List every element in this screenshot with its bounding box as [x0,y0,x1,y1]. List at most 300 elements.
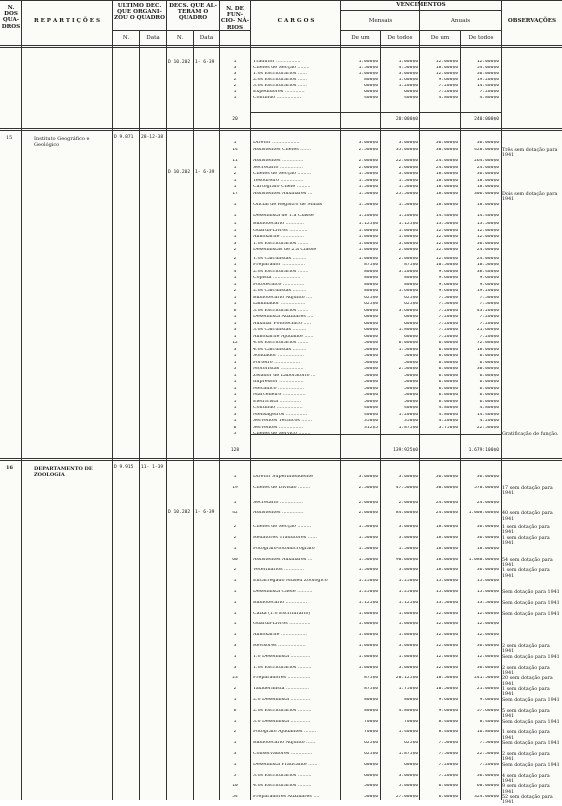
row-count: 1 [233,373,237,378]
row-mensal-de-um: 1:000$0 [358,622,378,627]
row-anual-de-todos: 12:000$0 [476,235,499,239]
row-anual-de-um: 18:000$0 [435,546,458,551]
row-anual-de-um: 4:800$0 [438,96,458,100]
row-mensal-de-um: 400$0 [364,412,378,417]
row-observacao: Três sem dotação para 1941 [502,147,558,158]
row-mensal-de-um: 3:000$0 [358,475,378,479]
section1-decs-data: 1- 6-39 [195,60,215,65]
row-mensal-de-um: 1:500$0 [358,557,378,562]
row-mensal-de-um: 500$0 [364,347,378,352]
row-cargo: Conservadores .............. [253,752,313,756]
row-observacao: Dois sem dotação para 1941 [502,191,558,202]
row-mensal-de-um: 600$0 [364,84,378,88]
header-anual-de-todos: De todos [468,35,494,41]
row-anual-de-todos: 12:000$0 [476,654,499,659]
row-anual-de-um: 18:000$0 [435,191,458,196]
row-anual-de-todos: 54:000$0 [476,66,499,70]
row-anual-de-um: 7:200$0 [438,84,458,88]
row-mensal-de-um: 1:000$0 [358,256,378,261]
row-anual-de-todos: 13:500$0 [476,222,499,226]
row-count: 1 [233,590,237,594]
row-mensal-de-um: 600$0 [364,773,378,778]
row-mensal-de-todos: 1:750$0 [398,687,418,692]
row-cargo: Expedidores ............. [253,90,305,94]
row-cargo: 3.os Escriturários ....... [253,308,309,313]
header-ultimo-dec: ULTIMO DEC. QUE ORGANI- ZOU O QUADRO [114,3,165,22]
row-mensal-de-todos: 2:000$0 [398,256,418,261]
rule-h [340,30,501,31]
row-cargo: 2.o Desenhista ............. [253,698,311,702]
row-mensal-de-todos: 875$0 [404,263,418,267]
row-count: 1 [233,203,237,207]
row-cargo: Secretário ............... [253,500,303,505]
row-mensal-de-um: 625$0 [364,295,378,300]
row-anual-de-um: 10:500$0 [435,676,458,681]
row-mensal-de-um: 1:000$0 [358,644,378,648]
row-cargo: Bibliotecário Adjunto ...... [253,741,316,746]
row-cargo: Veterinários ............. [253,568,304,573]
row-mensal-de-todos: 3:000$0 [398,525,418,530]
row-anual-de-todos: 18:000$0 [476,185,499,189]
row-anual-de-um: 18:000$0 [435,203,458,207]
row-mensal-de-todos: 350$0 [404,419,418,423]
row-cargo: Bibliotecário ............ [253,222,304,226]
row-cargo: Chefes de Secção ......... [253,525,312,530]
rule-v [166,0,167,800]
row-count: 1 [233,386,237,391]
row-anual-de-todos: 6:000$0 [479,399,499,404]
row-observacao: Sem dotação para 1941 [502,611,560,617]
row-count: 1 [233,546,237,551]
row-anual-de-um: 12:000$0 [435,611,458,616]
row-cargo: Almoxarife Ajudante ...... [253,334,314,339]
row-mensal-de-todos: 500$0 [404,380,418,384]
row-anual-de-um: 36:000$0 [435,141,458,145]
row-count: 1 [233,475,237,479]
row-anual-de-todos: 4:800$0 [479,406,499,410]
rule-v [250,0,251,800]
row-observacao: 9 sem dotação para 1941 [502,784,550,795]
row-anual-de-um: 15:000$0 [435,590,458,594]
row-count: 2 [233,78,237,82]
row-anual-de-um: 12:000$0 [435,256,458,261]
row-anual-de-um: 4:800$0 [438,406,458,410]
row-mensal-de-todos: 3:000$0 [398,644,418,648]
row-count: 54 [232,795,238,800]
row-mensal-de-um: 1:125$0 [358,222,378,226]
row-cargo: Chefes de Secção ........ [253,66,310,70]
section2-name: Instituto Geográfico e Geológico [34,136,90,148]
row-anual-de-um: 6:000$0 [438,795,458,800]
row-anual-de-todos: 36:000$0 [476,141,499,145]
rule-v [112,0,113,800]
row-count: 4 [233,269,237,274]
row-cargo: Preparadores ............... [253,676,311,681]
row-cargo: Diretor .................. [253,141,300,145]
row-anual-de-todos: 14:400$0 [476,213,499,218]
row-cargo: Desenhista Chefe .......... [253,590,313,594]
row-count: 1 [233,321,237,326]
header-mensal-de-todos: De todos [387,35,413,41]
row-mensal-de-todos: 500$0 [404,373,418,378]
row-mensal-de-todos: 3:200$0 [398,269,418,274]
row-mensal-de-um: 2:500$0 [358,147,378,152]
row-cargo: Chefes de Divisão ........ [253,485,311,490]
row-cargo: Desenhista de 1.a Classe [253,213,314,218]
row-count: 1 [233,611,237,616]
row-cargo: 2.os Escriturários ....... [253,269,309,274]
row-anual-de-um: 6:000$0 [438,373,458,378]
row-anual-de-todos: 12:000$0 [476,611,499,616]
header-decs-alteram: DECS. QUE AL- TERAM O QUADRO [169,3,217,22]
row-anual-de-todos: 324:000$0 [474,795,499,800]
rule-h [0,0,562,1]
row-cargo: 4.os Escriturários ....... [253,341,309,345]
row-anual-de-todos: 19:200$0 [476,289,499,293]
row-mensal-de-um: 500$0 [364,386,378,391]
row-anual-de-um: 30:000$0 [435,147,458,152]
row-anual-de-um: 7:500$0 [438,741,458,746]
row-mensal-de-todos: 600$0 [404,321,418,326]
row-mensal-de-um: 312$5 [364,425,378,430]
row-count: 2 [233,248,237,252]
row-anual-de-um: 24:000$0 [435,500,458,505]
row-cargo: 4.os Escriturários ......... [253,784,312,789]
row-anual-de-todos: 15:000$0 [476,579,499,584]
row-cargo: Porteiro ................. [253,360,301,365]
row-anual-de-um: 12:000$0 [435,665,458,670]
row-anual-de-um: 30:000$0 [435,485,458,490]
row-anual-de-um: 12:000$0 [435,241,458,246]
row-anual-de-todos: 60:000$0 [476,784,499,789]
row-mensal-de-todos: 500$0 [404,360,418,365]
row-mensal-de-um: 1:500$0 [358,546,378,551]
header-mensais: Mensais [368,18,393,24]
row-count: 1 [233,380,237,384]
row-observacao: Sem dotação para 1941 [502,698,560,703]
row-cargo: 2.os Escriturários ......... [253,708,312,713]
row-anual-de-todos: 6:000$0 [479,386,499,391]
row-observacao: Sem dotação para 1941 [502,600,560,606]
row-mensal-de-todos: 1:125$0 [398,600,418,605]
row-anual-de-todos: 7:200$0 [479,315,499,319]
row-mensal-de-todos: 600$0 [404,90,418,94]
row-mensal-de-todos: 2:000$0 [398,500,418,505]
row-anual-de-um: 4:200$0 [438,419,458,423]
row-anual-de-todos: 570:000$0 [474,485,499,490]
row-anual-de-um: 7:200$0 [438,773,458,778]
row-mensal-de-um: 875$0 [364,676,378,681]
row-mensal-de-todos: 1:000$0 [398,654,418,659]
row-anual-de-um: 18:000$0 [435,185,458,189]
row-anual-de-um: 7:200$0 [438,308,458,313]
row-mensal-de-um: 500$0 [364,354,378,358]
row-mensal-de-todos: 3:000$0 [398,773,418,778]
row-mensal-de-um: 1:125$0 [358,600,378,605]
row-cargo: Copista .................. [253,276,301,280]
row-anual-de-todos: 24:000$0 [476,165,499,170]
row-cargo: 3.o Desenhista ............. [253,719,311,724]
row-mensal-de-todos: 1:000$0 [398,633,418,638]
header-reparticoes: R E P A R T I Ç Õ E S [34,18,100,24]
row-observacao: Gratificação de função. [502,432,559,437]
header-ultimo-n: N. [122,35,130,41]
row-cargo: Bibliotecário .............. [253,600,307,605]
row-mensal-de-um: 1:000$0 [358,60,378,64]
row-count: 60 [232,557,238,562]
row-observacao: Sem dotação para 1941 [502,741,560,747]
row-count: 3 [233,66,237,70]
row-observacao: 4 sem dotação para 1941 [502,773,550,784]
row-count: 1 [233,165,237,170]
row-mensal-de-um: 500$0 [364,380,378,384]
row-anual-de-um: 7:200$0 [438,315,458,319]
row-count: 23 [232,676,238,681]
row-mensal-de-um: 1:000$0 [358,665,378,670]
row-mensal-de-um: 500$0 [364,399,378,404]
row-cargo: Almoxarife ............... [253,235,304,239]
row-count: 1 [233,399,237,404]
rule-h [250,434,501,435]
row-mensal-de-todos: 1:875$0 [398,752,418,756]
row-mensal-de-todos: 400$0 [404,406,418,410]
row-mensal-de-todos: 1:000$0 [398,235,418,239]
row-anual-de-todos: 7:500$0 [479,741,499,746]
header-mensal-de-um: De um [351,35,370,41]
row-cargo: Diretor Superintendente [253,475,313,479]
row-anual-de-um: 24:000$0 [435,511,458,516]
row-anual-de-todos: 18:000$0 [476,546,499,551]
row-cargo: Chefes de Secção ......... [253,172,312,176]
row-count: 1 [233,633,237,638]
row-cargo: Motoristas ............... [253,367,304,371]
row-mensal-de-um: 500$0 [364,367,378,371]
row-mensal-de-um: 1:000$0 [358,633,378,638]
row-mensal-de-todos: 1:000$0 [398,622,418,627]
row-mensal-de-todos: 1:600$0 [398,289,418,293]
row-count: 2 [233,687,237,692]
rule-v [21,0,22,800]
row-anual-de-um: 18:000$0 [435,178,458,183]
row-anual-de-um: 10:500$0 [435,263,458,267]
row-anual-de-todos: 24:000$0 [476,256,499,261]
row-count: 1 [233,178,237,183]
row-mensal-de-todos: 22:000$0 [395,159,418,163]
row-observacao: Sem dotação para 1941 [502,590,560,595]
row-anual-de-todos: 36:000$0 [476,568,499,573]
section2-total-n: 128 [230,448,240,453]
row-mensal-de-todos: 1:400$0 [398,730,418,735]
row-anual-de-um: 18:000$0 [435,557,458,562]
row-anual-de-todos: 1.008:000$0 [468,511,499,516]
row-mensal-de-todos: 3:600$0 [398,308,418,313]
row-anual-de-todos: 12:000$0 [476,228,499,233]
row-mensal-de-um: 700$0 [364,730,378,735]
section3-name: DEPARTAMENTO DE ZOOLOGIA [34,466,93,478]
row-mensal-de-um: 1:500$0 [358,185,378,189]
row-mensal-de-todos: 1:250$0 [398,590,418,594]
row-anual-de-um: 13:500$0 [435,600,458,605]
row-anual-de-todos: 24:000$0 [476,500,499,505]
row-anual-de-todos: 241:500$0 [474,676,499,681]
row-cargo: Fotógrafo Ajudantes ........ [253,730,317,735]
row-observacao: 2 sem dotação para 1941 [502,752,550,763]
row-observacao: 40 sem dotação para 1941 [502,511,553,522]
header-vencimentos: VENCIMENTOS [396,2,446,8]
row-anual-de-um: 9:600$0 [438,698,458,702]
row-anual-de-um: 24:000$0 [435,165,458,170]
section2-total-mensal: 139:925$0 [393,448,418,453]
row-mensal-de-todos: 625$0 [404,295,418,300]
row-anual-de-todos: 30:000$0 [476,367,499,371]
row-mensal-de-todos: 90:000$0 [395,557,418,562]
row-anual-de-um: 9:600$0 [438,282,458,287]
row-mensal-de-um: 1:000$0 [358,248,378,252]
row-cargo: Sondador ................. [253,354,304,358]
row-count: 6 [233,708,237,713]
row-anual-de-um: 6:000$0 [438,386,458,391]
row-mensal-de-um: 600$0 [364,308,378,313]
row-mensal-de-um: 600$0 [364,321,378,326]
row-cargo: Guarda-Livros .............. [253,622,311,627]
row-mensal-de-um: 1:500$0 [358,203,378,207]
row-count: 2 [233,525,237,530]
row-mensal-de-todos: 3:000$0 [398,568,418,573]
row-anual-de-todos: 36:000$0 [476,525,499,530]
row-count: 42 [232,511,238,516]
row-observacao: 2 sem dotação para 1941 [502,644,550,655]
row-count: 1 [233,282,237,287]
row-mensal-de-todos: 700$0 [404,719,418,724]
row-count: 1 [233,141,237,145]
row-anual-de-um: 18:000$0 [435,536,458,540]
row-mensal-de-um: 800$0 [364,276,378,280]
row-mensal-de-todos: 1:200$0 [398,213,418,218]
rule-h [250,112,501,113]
row-mensal-de-todos: 3:000$0 [398,475,418,479]
row-mensal-de-todos: 500$0 [404,386,418,391]
row-mensal-de-um: 2:000$0 [358,159,378,163]
row-mensal-de-todos: 20:125$0 [395,676,418,681]
row-mensal-de-todos: 35:000$0 [395,147,418,152]
row-anual-de-todos: 36:000$0 [476,72,499,76]
row-observacao: Sem dotação para 1941 [502,654,560,660]
row-anual-de-todos: 72:000$0 [476,341,499,345]
section2-decs-n: D 10.202 [168,170,191,175]
section3-decs-data: 1- 6-39 [195,510,215,515]
row-count: 3 [233,752,237,756]
row-count: 5 [233,432,237,436]
row-mensal-de-todos: 800$0 [404,282,418,287]
row-anual-de-um: 7:200$0 [438,321,458,326]
row-cargo: Assistentes .............. [253,159,304,163]
row-mensal-de-todos: 400$0 [404,96,418,100]
row-cargo: Mecânico ................. [253,386,304,391]
row-observacao: 1 sem dotação para 1941 [502,730,550,741]
row-anual-de-um: 12:000$0 [435,644,458,648]
row-anual-de-um: 12:000$0 [435,235,458,239]
row-count: 6 [233,308,237,313]
rule-h [0,458,562,459]
row-observacao: 1 sem dotação para 1941 [502,568,550,579]
row-mensal-de-um: 1:500$0 [358,66,378,70]
row-count: 1 [233,222,237,226]
header-observacoes: OBSERVAÇÕES [507,18,557,24]
row-anual-de-todos: 13:500$0 [476,600,499,605]
row-count: 19 [232,485,238,490]
row-mensal-de-um: 625$0 [364,302,378,306]
row-anual-de-todos: 18:000$0 [476,347,499,352]
row-count: 1 [233,315,237,319]
row-anual-de-um: 6:000$0 [438,360,458,365]
row-anual-de-um: 9:600$0 [438,708,458,713]
row-cargo: Redatores Tradutores ...... [253,536,317,540]
row-count: 12 [232,341,238,345]
row-mensal-de-todos: 600$0 [404,334,418,339]
section2-number: 15 [6,135,13,141]
section1-total-n: 20 [232,117,238,122]
row-mensal-de-um: 600$0 [364,334,378,339]
row-mensal-de-todos: 500$0 [404,354,418,358]
row-observacao: 2 sem dotação para 1941 [502,665,550,676]
row-count: 1 [233,500,237,505]
row-cargo: Cartógrafo Chefe ......... [253,185,311,189]
row-anual-de-um: 7:200$0 [438,90,458,94]
row-mensal-de-todos: 1:000$0 [398,611,418,616]
row-mensal-de-um: 875$0 [364,687,378,692]
row-observacao: 20 sem dotação para 1941 [502,676,553,687]
row-observacao: Sem dotação para 1941 [502,762,560,768]
row-mensal-de-todos: 3:000$0 [398,241,418,246]
row-anual-de-todos: 6:000$0 [479,393,499,397]
row-anual-de-todos: 9:600$0 [479,698,499,702]
row-mensal-de-um: 400$0 [364,96,378,100]
row-anual-de-todos: 6:000$0 [479,354,499,358]
row-anual-de-todos: 6:000$0 [479,360,499,365]
row-mensal-de-todos: 625$0 [404,741,418,746]
row-cargo: Assistentes .............. [253,511,304,516]
row-mensal-de-um: 600$0 [364,90,378,94]
row-anual-de-um: 6:000$0 [438,380,458,384]
row-cargo: Desenhista Praticante ...... [253,762,318,767]
row-cargo: Zelador de Laboratório ... [253,373,316,378]
row-mensal-de-todos: 1:500$0 [398,546,418,551]
row-anual-de-todos: 7:200$0 [479,762,499,767]
row-anual-de-todos: 14:400$0 [476,84,499,88]
row-mensal-de-todos: 600$0 [404,315,418,319]
row-anual-de-um: 6:000$0 [438,341,458,345]
row-anual-de-um: 36:000$0 [435,475,458,479]
row-anual-de-todos: 10:500$0 [476,263,499,267]
header-n-dos-quadros: N. DOS QUA- DROS [1,5,21,30]
row-cargo: 2.os Calculistas ......... [253,289,307,293]
row-cargo: Serventes ................ [253,425,304,430]
row-anual-de-um: 14:400$0 [435,213,458,218]
row-count: 1 [233,302,237,306]
row-mensal-de-todos: 25:500$0 [395,191,418,196]
row-observacao: 1 sem dotação para 1941 [502,687,550,698]
row-count: 1 [233,276,237,280]
row-mensal-de-um: 800$0 [364,708,378,713]
rule-v [193,30,194,800]
row-mensal-de-todos: 500$0 [404,399,418,404]
row-anual-de-todos: 18:000$0 [476,178,499,183]
row-cargo: Tesoureiro ............... [253,178,304,183]
row-anual-de-todos: 1.080:000$0 [468,557,499,562]
row-mensal-de-todos: 27:000$0 [395,795,418,800]
row-anual-de-um: 7:200$0 [438,328,458,332]
rule-h [0,130,562,131]
